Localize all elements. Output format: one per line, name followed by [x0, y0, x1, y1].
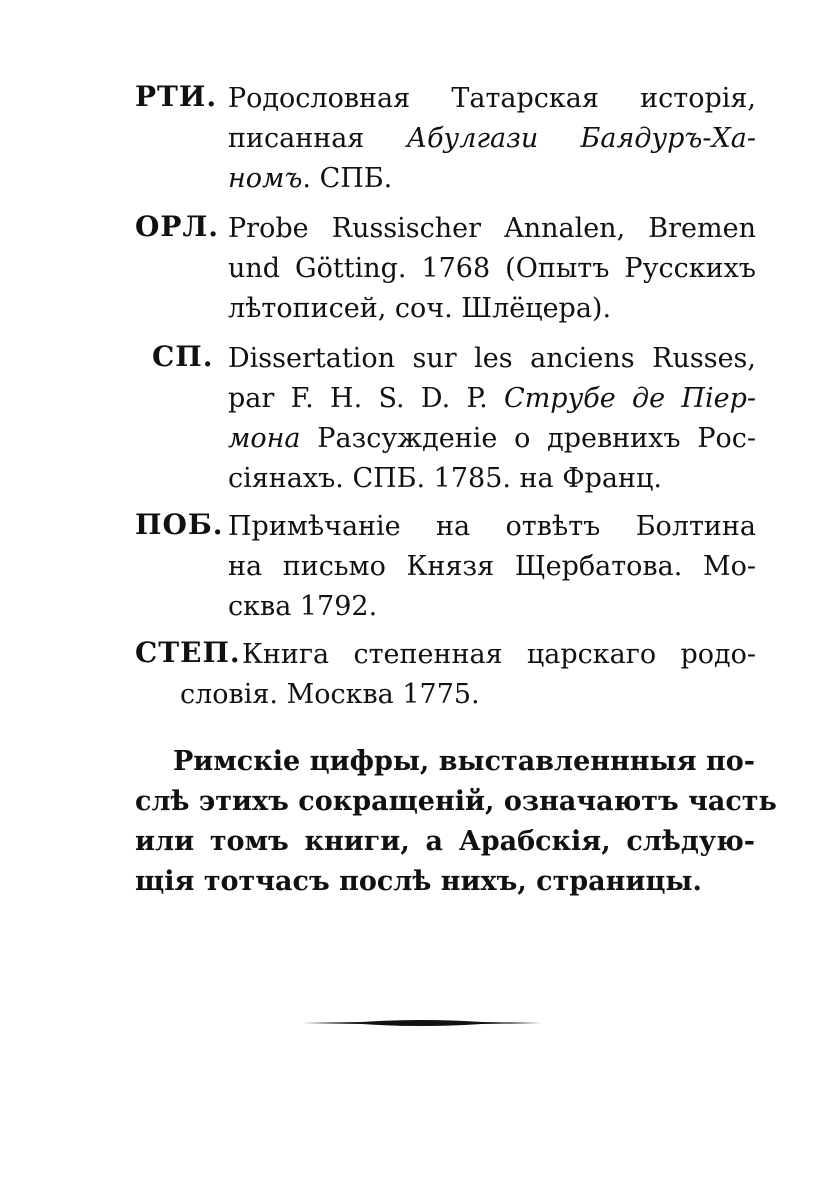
- entry-line: Probe Russischer Annalen, Bremen: [228, 213, 756, 244]
- abbreviation: ПОБ.: [135, 508, 224, 541]
- explanatory-note: [135, 742, 777, 902]
- author-name: мона: [228, 423, 301, 454]
- entry-line: мона Разсужденіе о древнихъ Рос-: [228, 423, 756, 454]
- entry-line: словія. Москва 1775.: [180, 679, 480, 710]
- entry-line: Родословная Татарская исторія,: [228, 83, 756, 114]
- decorative-rule: [302, 1018, 542, 1028]
- note-line: Римскіе цифры, выставленнныя по-: [173, 746, 755, 777]
- abbreviation: РТИ.: [135, 80, 218, 113]
- entry-line: сква 1792.: [228, 591, 378, 622]
- note-line: слѣ этихъ сокращеній, означаютъ часть: [135, 786, 777, 817]
- entry-line: на письмо Князя Щербатова. Мо-: [228, 551, 756, 582]
- note-line: щія тотчасъ послѣ нихъ, страницы.: [135, 866, 702, 897]
- author-name: Абулгази Баядуръ-Ха-: [406, 123, 756, 154]
- entry-line: par F. H. S. D. P. Струбе де Пiер-: [228, 383, 756, 414]
- entry-line: und Götting. 1768 (Опытъ Русскихъ: [228, 253, 756, 284]
- author-name: номъ: [228, 163, 303, 194]
- author-name: Струбе де Пiер-: [504, 383, 756, 414]
- abbreviation: СТЕП.: [135, 636, 241, 669]
- abbreviation: ОРЛ.: [135, 210, 219, 243]
- entry-line: сіянахъ. СПБ. 1785. на Франц.: [228, 463, 662, 494]
- abbreviation: СП.: [152, 340, 214, 373]
- entry-line: писанная Абулгази Баядуръ-Ха-: [228, 123, 756, 154]
- entry-line: Примѣчаніе на отвѣтъ Болтина: [228, 511, 756, 542]
- entry-line: Dissertation sur les anciens Russes,: [228, 343, 756, 374]
- entry-line: номъ. СПБ.: [228, 163, 393, 194]
- entry-line: Книга степенная царскаго родо-: [242, 639, 756, 670]
- note-line: или томъ книги, а Арабскія, слѣдую-: [135, 826, 755, 857]
- entry-line: лѣтописей, соч. Шлёцера).: [228, 293, 612, 324]
